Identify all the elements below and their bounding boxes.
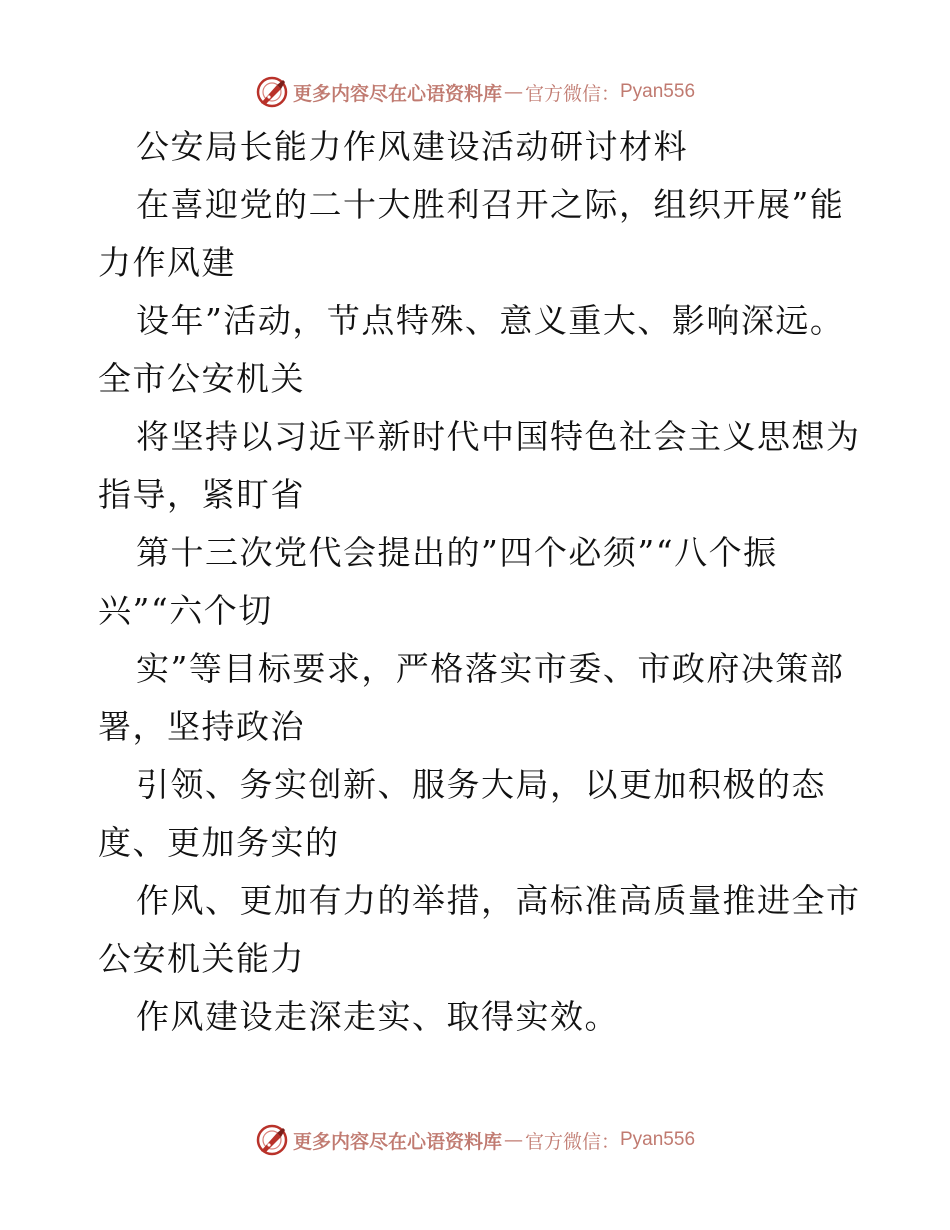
pen-nib-logo-icon: [255, 1123, 289, 1157]
paragraph-line: 度、更加务实的: [98, 823, 340, 862]
banner-wechat-label: 官方微信：: [524, 1130, 620, 1153]
banner-wechat-handle: Pyan556: [620, 1129, 696, 1150]
paragraph-line: 全市公安机关: [98, 359, 305, 398]
banner-separator: —: [503, 81, 523, 103]
paragraph-line: 第十三次党代会提出的”四个必须”“八个振: [136, 533, 778, 572]
paragraph-line: 作风、更加有力的举措，高标准高质量推进全市: [136, 881, 861, 920]
pen-nib-logo-icon: [255, 75, 289, 109]
paragraph-line: 引领、务实创新、服务大局，以更加积极的态: [136, 765, 826, 804]
paragraph-line: 在喜迎党的二十大胜利召开之际，组织开展”能: [136, 185, 845, 224]
banner-separator: —: [503, 1129, 523, 1151]
header-banner: [0, 72, 950, 112]
paragraph-line: 署，坚持政治: [98, 707, 305, 746]
banner-wechat-label: 官方微信：: [524, 82, 620, 105]
document-title: 公安局长能力作风建设活动研讨材料: [136, 127, 688, 166]
paragraph-line: 兴”“六个切: [98, 591, 273, 630]
paragraph-line: 将坚持以习近平新时代中国特色社会主义思想为: [136, 417, 861, 456]
banner-wechat-handle: Pyan556: [620, 81, 696, 102]
banner-brand-text: 更多内容尽在心语资料库: [292, 1130, 502, 1153]
paragraph-line: 设年”活动，节点特殊、意义重大、影响深远。: [136, 301, 845, 340]
paragraph-line: 实”等目标要求，严格落实市委、市政府决策部: [136, 649, 845, 688]
footer-banner: [0, 1120, 950, 1160]
paragraph-line: 指导，紧盯省: [98, 475, 305, 514]
paragraph-line: 作风建设走深走实、取得实效。: [136, 997, 619, 1036]
paragraph-line: 力作风建: [98, 243, 236, 282]
document-body: [98, 118, 861, 1046]
paragraph-line: 公安机关能力: [98, 939, 305, 978]
banner-brand-text: 更多内容尽在心语资料库: [292, 82, 502, 105]
